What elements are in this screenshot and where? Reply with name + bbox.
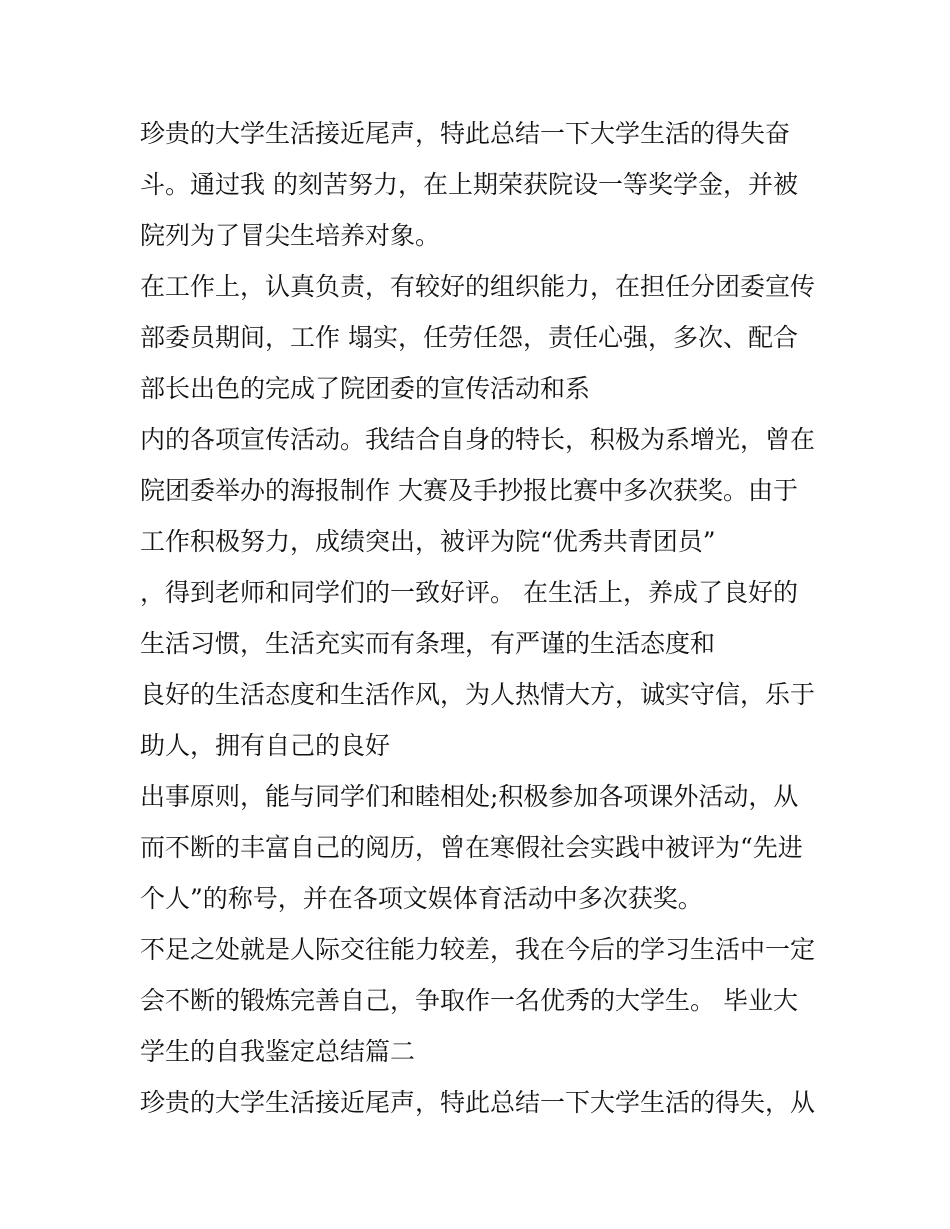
text-line: 而不断的丰富自己的阅历，曾在寒假社会实践中被评为“先进 <box>140 833 803 862</box>
text-line: 在工作上，认真负责，有较好的组织能力，在担任分团委宣传 <box>140 272 816 301</box>
text-line: 学生的自我鉴定总结篇二 <box>140 1037 416 1066</box>
text-line: 会不断的锻炼完善自己，争取作一名优秀的大学生。 毕业大 <box>140 986 798 1015</box>
text-line: 院团委举办的海报制作 大赛及手抄报比赛中多次获奖。由于 <box>140 476 798 505</box>
text-line: 珍贵的大学生活接近尾声，特此总结一下大学生活的得失，从 <box>140 1088 816 1117</box>
text-line: 出事原则，能与同学们和睦相处;积极参加各项课外活动，从 <box>140 782 799 811</box>
text-line: 不足之处就是人际交往能力较差，我在今后的学习生活中一定 <box>140 935 816 964</box>
document-body <box>140 108 830 1128</box>
text-line: 部委员期间，工作 塌实，任劳任怨，责任心强，多次、配合 <box>140 323 798 352</box>
text-line: 工作积极努力，成绩突出，被评为院“优秀共青团员” <box>140 527 716 556</box>
text-line: 部长出色的完成了院团委的宣传活动和系 <box>140 374 591 403</box>
text-line: 生活习惯，生活充实而有条理，有严谨的生活态度和 <box>140 629 716 658</box>
text-line: 内的各项宣传活动。我结合自身的特长，积极为系增光，曾在 <box>140 425 816 454</box>
text-line: 助人，拥有自己的良好 <box>140 731 391 760</box>
text-line: 斗。通过我 的刻苦努力，在上期荣获院设一等奖学金，并被 <box>140 170 798 199</box>
text-line: ，得到老师和同学们的一致好评。 在生活上，养成了良好的 <box>140 578 798 607</box>
text-line: 珍贵的大学生活接近尾声，特此总结一下大学生活的得失奋 <box>140 119 791 148</box>
text-line: 良好的生活态度和生活作风，为人热情大方，诚实守信，乐于 <box>140 680 816 709</box>
text-line: 院列为了冒尖生培养对象。 <box>140 221 441 250</box>
text-line: 个人”的称号，并在各项文娱体育活动中多次获奖。 <box>140 884 703 913</box>
